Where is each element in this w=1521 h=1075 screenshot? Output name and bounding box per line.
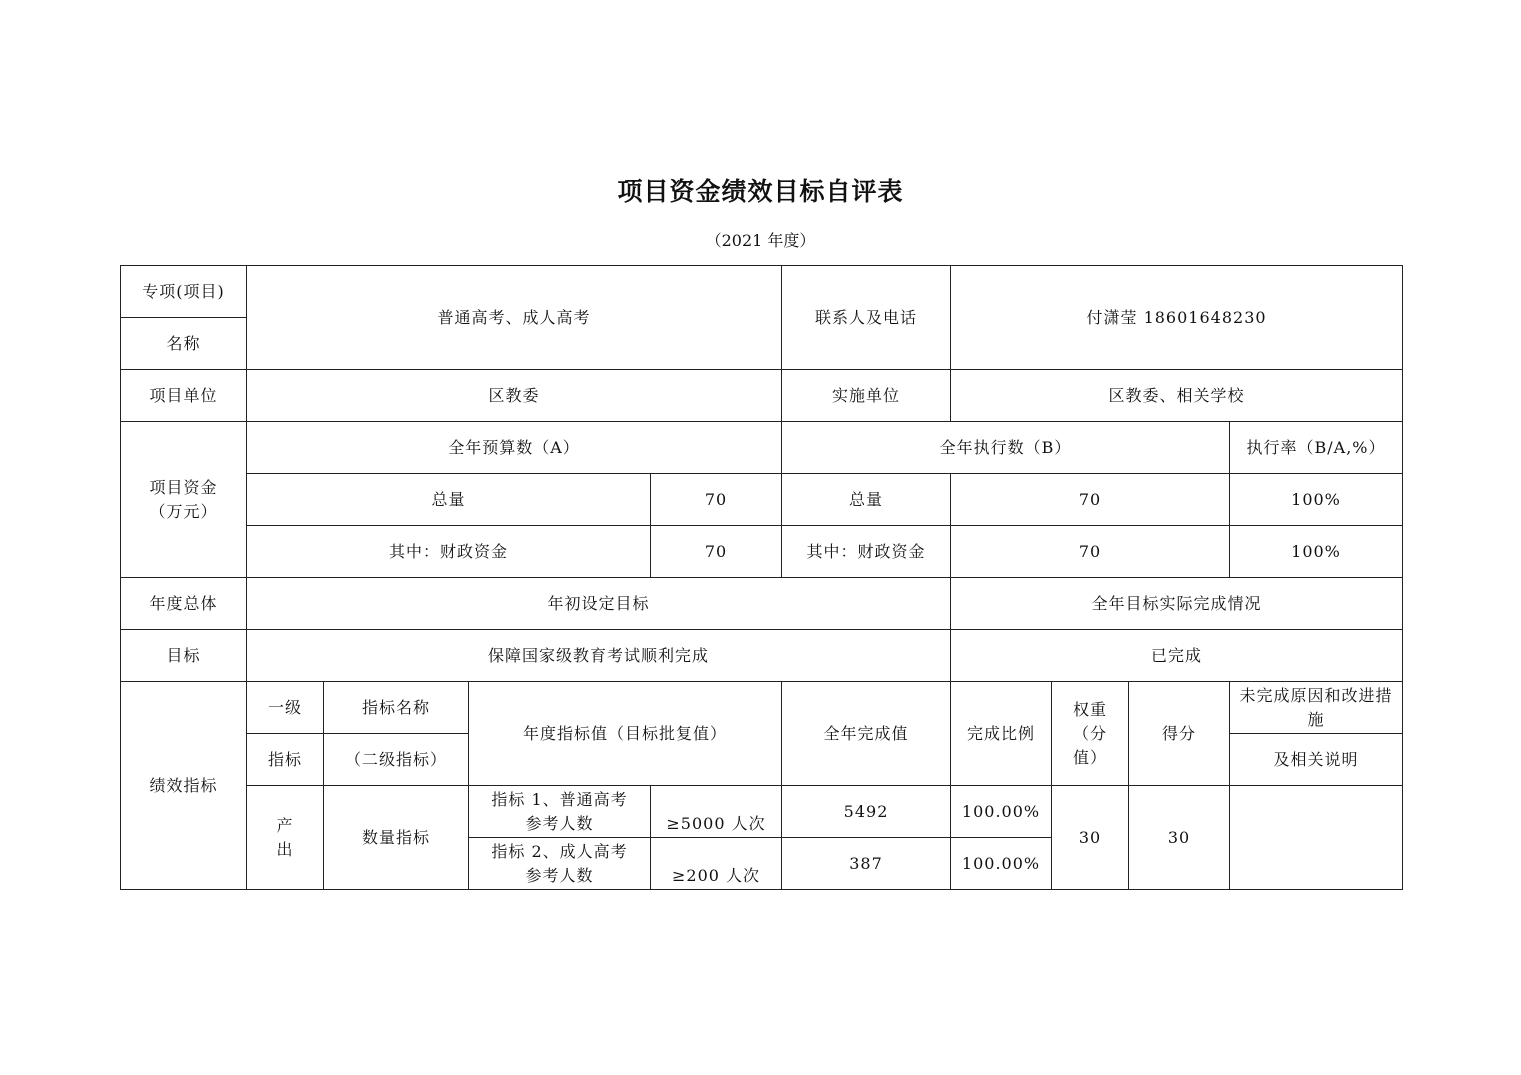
table-row: [121, 266, 1403, 318]
col-name-bottom: （二级指标）: [324, 734, 469, 786]
year-subtitle: （2021 年度）: [705, 231, 816, 250]
table-row: [121, 578, 1403, 630]
goal-label-top: 年度总体: [121, 578, 247, 630]
indicator-2-ratio: 100.00%: [951, 838, 1052, 890]
rate-header: 执行率（B/A,%）: [1230, 422, 1403, 474]
indicator-2-target: ≥200 人次: [651, 838, 782, 890]
project-unit-value: 区教委: [247, 370, 782, 422]
indicator-1-ratio: 100.00%: [951, 786, 1052, 838]
indicator-1-actual: 5492: [782, 786, 951, 838]
exec-fiscal-label: 其中：财政资金: [782, 526, 951, 578]
indicator-2-name: [469, 838, 651, 890]
contact-value: 付潇莹 18601648230: [951, 266, 1403, 370]
col-actual: 全年完成值: [782, 682, 951, 786]
goal-set-header: 年初设定目标: [247, 578, 951, 630]
exec-total-value: 70: [951, 474, 1230, 526]
subcategory-cell: 数量指标: [324, 786, 469, 890]
col-weight-line2: （分: [1073, 723, 1108, 743]
category-line1: 产: [276, 815, 294, 835]
table-row: [121, 786, 1403, 838]
project-name-value: 普通高考、成人高考: [247, 266, 782, 370]
indicator-1-name-line2: 参考人数: [525, 813, 594, 833]
col-weight: [1052, 682, 1129, 786]
goal-set-value: 保障国家级教育考试顺利完成: [247, 630, 951, 682]
evaluation-table: [120, 265, 1403, 890]
exec-fiscal-value: 70: [951, 526, 1230, 578]
goal-label-bottom: 目标: [121, 630, 247, 682]
table-row: [121, 630, 1403, 682]
contact-label: 联系人及电话: [782, 266, 951, 370]
col-weight-line3: 值）: [1073, 747, 1108, 767]
project-name-label-top: 专项(项目): [121, 266, 247, 318]
table-row: [121, 422, 1403, 474]
indicator-2-name-line2: 参考人数: [525, 865, 594, 885]
funds-label-line2: （万元）: [149, 501, 218, 521]
col-level-top: 一级: [247, 682, 324, 734]
indicator-2-actual: 387: [782, 838, 951, 890]
impl-unit-value: 区教委、相关学校: [951, 370, 1403, 422]
indicators-label: 绩效指标: [121, 682, 247, 890]
project-name-label-bottom: 名称: [121, 318, 247, 370]
col-reason-top: 未完成原因和改进措施: [1230, 682, 1403, 734]
budget-header: 全年预算数（A）: [247, 422, 782, 474]
col-target: 年度指标值（目标批复值）: [469, 682, 782, 786]
funds-label-line1: 项目资金: [149, 477, 218, 497]
category-cell: [247, 786, 324, 890]
budget-fiscal-value: 70: [651, 526, 782, 578]
indicator-1-target: ≥5000 人次: [651, 786, 782, 838]
budget-total-label: 总量: [247, 474, 651, 526]
budget-fiscal-label: 其中：财政资金: [247, 526, 651, 578]
col-weight-line1: 权重: [1073, 699, 1108, 719]
table-row: [121, 526, 1403, 578]
funds-label: [121, 422, 247, 578]
indicator-1-name: [469, 786, 651, 838]
project-unit-label: 项目单位: [121, 370, 247, 422]
weight-value: 30: [1052, 786, 1129, 890]
table-row: [121, 474, 1403, 526]
goal-actual-header: 全年目标实际完成情况: [951, 578, 1403, 630]
goal-actual-value: 已完成: [951, 630, 1403, 682]
exec-total-label: 总量: [782, 474, 951, 526]
budget-total-value: 70: [651, 474, 782, 526]
col-reason-bottom: 及相关说明: [1230, 734, 1403, 786]
page-title: 项目资金绩效目标自评表: [617, 177, 904, 206]
reason-value: [1230, 786, 1403, 890]
rate-total-value: 100%: [1230, 474, 1403, 526]
indicator-2-name-line1: 指标 2、成人高考: [491, 841, 628, 861]
col-score: 得分: [1129, 682, 1230, 786]
col-name-top: 指标名称: [324, 682, 469, 734]
col-level-bottom: 指标: [247, 734, 324, 786]
exec-header: 全年执行数（B）: [782, 422, 1230, 474]
category-line2: 出: [276, 839, 294, 859]
impl-unit-label: 实施单位: [782, 370, 951, 422]
table-row: [121, 370, 1403, 422]
table-row: [121, 682, 1403, 734]
rate-fiscal-value: 100%: [1230, 526, 1403, 578]
indicator-1-name-line1: 指标 1、普通高考: [491, 789, 628, 809]
score-value: 30: [1129, 786, 1230, 890]
col-ratio: 完成比例: [951, 682, 1052, 786]
